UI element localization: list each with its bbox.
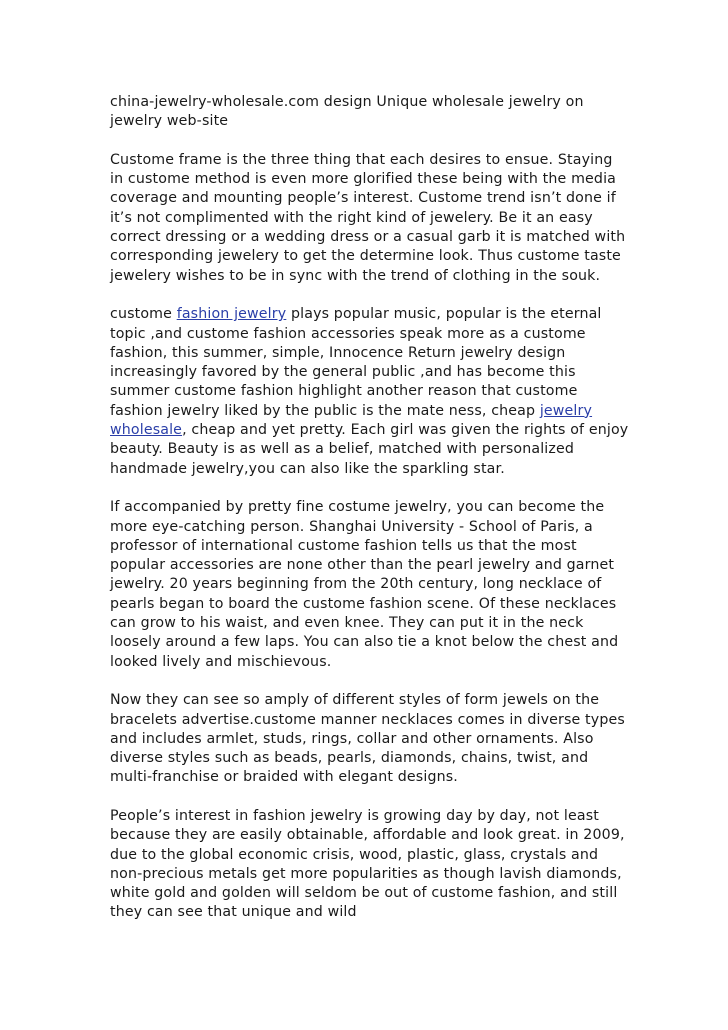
paragraph-4: Now they can see so amply of different styles of form jewels on the bracelets advertise.custome manner necklaces comes in diverse types and includes armlet, studs, rings, collar and other ornaments. Also diverse styles such as beads, pearls, diamonds, chains, twist, and multi-franchise or braided with elegant designs.	[110, 692, 625, 786]
fashion-jewelry-link[interactable]: fashion jewelry	[176, 306, 287, 323]
paragraph-3: If accompanied by pretty fine costume jewelry, you can become the more eye-catching person. Shanghai University - School of Paris, a professor of international custome fashion tells us that the most popular accessories are none other than the pearl jewelry and garnet jewelry. 20 years beginning from the 20th century, long necklace of pearls began to board the custome fashion scene. Of these necklaces can grow to his waist, and even knee. They can put it in the neck loosely around a few laps. You can also tie a knot below the chest and looked lively and mischievous.	[110, 499, 619, 670]
paragraph-2	[110, 305, 630, 479]
jewelry-wholesale-link[interactable]: jewelry wholesale	[110, 402, 593, 439]
paragraph-2-text-a: custome	[110, 306, 177, 323]
paragraph-1: Custome frame is the three thing that each desires to ensue. Staying in custome method is even more glorified these being with the media coverage and mounting people’s interest. Custome trend isn’t done if it’s not complimented with the right kind of jewelery. Be it an easy correct dressing or a wedding dress or a casual garb it is matched with corresponding jewelery to get the determine look. Thus custome taste jewelery wishes to be in sync with the trend of clothing in the souk.	[110, 151, 626, 284]
paragraph-2-text-c: , cheap and yet pretty. Each girl was given the rights of enjoy beauty. Beauty is as well as a belief, matched with personalized handmade jewelry,you can also like the sparkling star.	[110, 422, 629, 477]
paragraph-5: People’s interest in fashion jewelry is growing day by day, not least because they are easily obtainable, affordable and look great. in 2009, due to the global economic crisis, wood, plastic, glass, crystals and non-precious metals get more popularities as though lavish diamonds, white gold and golden will seldom be out of custome fashion, and still they can see that unique and wild	[110, 807, 625, 921]
paragraph-2-text-b: plays popular music, popular is the eternal topic ,and custome fashion accessories speak more as a custome fashion, this summer, simple, Innocence Return jewelry design increasingly favored by the general public ,and has become this summer custome fashion highlight another reason that custome fashion jewelry liked by the public is the mate ness, cheap	[110, 306, 602, 419]
document-title: china-jewelry-wholesale.com design Unique wholesale jewelry on jewelry web-site	[110, 94, 584, 130]
document-body	[110, 93, 630, 942]
